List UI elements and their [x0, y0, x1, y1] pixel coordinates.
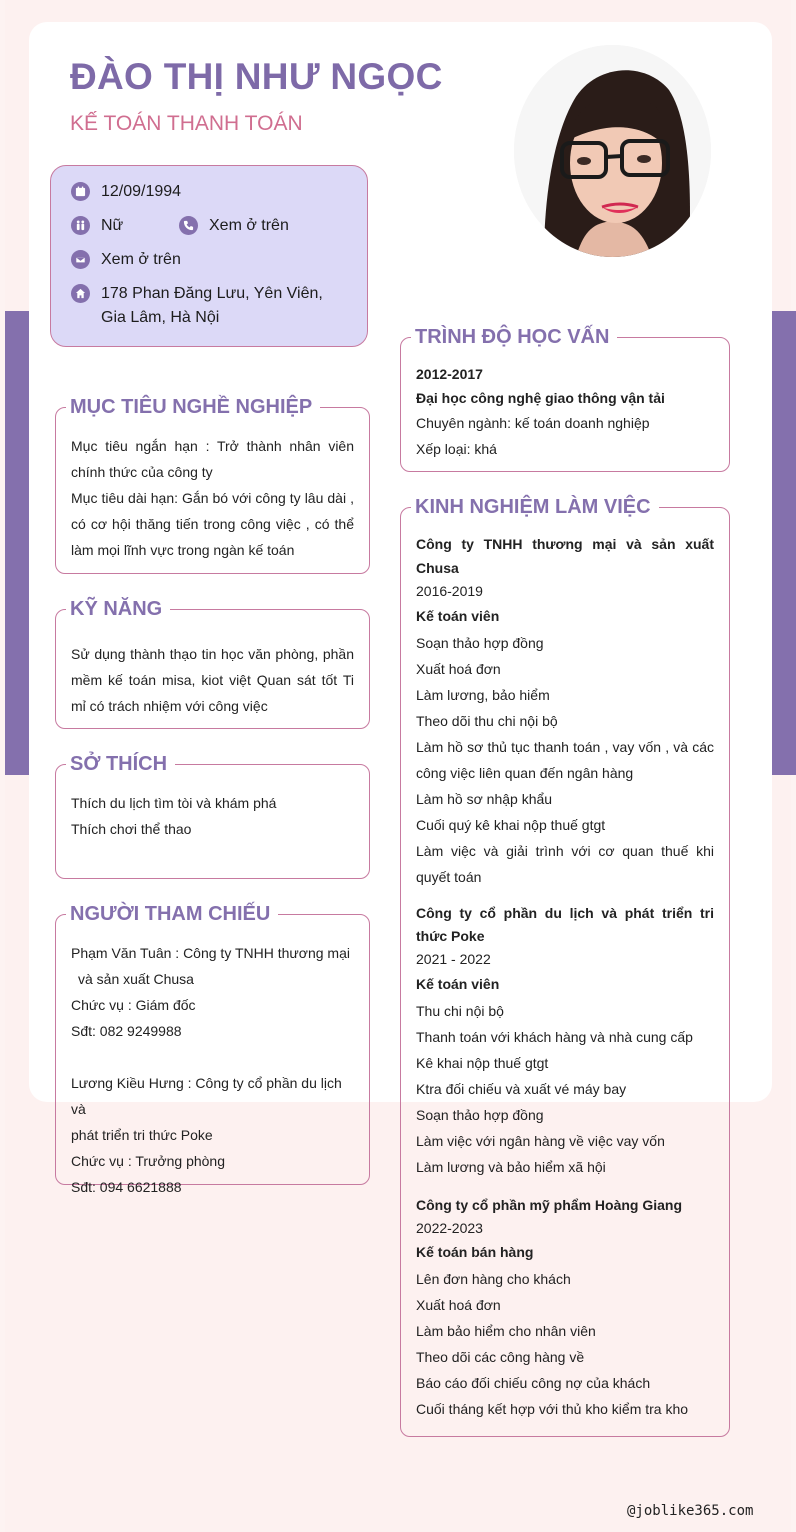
- education-title: TRÌNH ĐỘ HỌC VẤN: [411, 324, 617, 350]
- job-task: Cuối quý kê khai nộp thuế gtgt: [416, 817, 606, 833]
- phone-row: [179, 214, 289, 238]
- calendar-icon: [71, 182, 90, 201]
- hobbies-section: [55, 753, 370, 879]
- left-accent-band: [5, 311, 29, 775]
- home-icon: [71, 284, 90, 303]
- job-task: Xuất hoá đơn: [416, 1297, 501, 1313]
- reference-name: Phạm Văn Tuân : Công ty TNHH thương mại: [71, 945, 350, 961]
- phone-value: Xem ở trên: [209, 217, 289, 234]
- job-task: Theo dõi thu chi nội bộ: [416, 713, 558, 729]
- job-company: Công ty TNHH thương mại và sản xuất Chusa: [416, 536, 714, 576]
- job-period: 2022-2023: [416, 1220, 483, 1236]
- birthday-value: 12/09/1994: [101, 183, 182, 200]
- reference-company: phát triển tri thức Poke: [71, 1127, 213, 1143]
- experience-body: [416, 532, 714, 1422]
- hobbies-list: [71, 790, 354, 842]
- long-term-goal: Mục tiêu dài hạn: Gắn bó với công ty lâu dài , có cơ hội thăng tiến trong công việc , có thể làm mọi lĩnh vực trong ngàn kế toán: [71, 490, 354, 558]
- skills-section: [55, 598, 370, 729]
- candidate-role: KẾ TOÁN THANH TOÁN: [70, 112, 303, 135]
- career-goal-section: [55, 396, 370, 574]
- gender-row: [71, 214, 123, 238]
- job-entry: [416, 532, 714, 890]
- references-section: [55, 903, 370, 1195]
- job-period: 2016-2019: [416, 583, 483, 599]
- job-task: Soạn thảo hợp đồng: [416, 1107, 544, 1123]
- portrait-illustration: [514, 45, 711, 257]
- reference-company: và sản xuất Chusa: [78, 971, 194, 987]
- right-accent-band: [772, 311, 796, 775]
- footer-handle: @joblike365.com: [627, 1503, 754, 1519]
- gender-icon: [71, 216, 90, 235]
- reference-phone: Sđt: 094 6621888: [71, 1179, 182, 1195]
- phone-icon: [179, 216, 198, 235]
- job-task: Làm hồ sơ nhập khẩu: [416, 791, 553, 807]
- education-years: 2012-2017: [416, 366, 483, 382]
- job-role: Kế toán viên: [416, 608, 500, 624]
- job-period: 2021 - 2022: [416, 951, 491, 967]
- job-task: Làm hồ sơ thủ tục thanh toán , vay vốn , và các công việc liên quan đến ngân hàng: [416, 739, 714, 781]
- job-task: Lên đơn hàng cho khách: [416, 1271, 571, 1287]
- experience-title: KINH NGHIỆM LÀM VIỆC: [411, 494, 659, 520]
- profile-photo: [514, 45, 711, 257]
- birthday-row: [71, 180, 181, 204]
- job-task: Cuối tháng kết hợp với thủ kho kiểm tra kho: [416, 1401, 689, 1417]
- job-task: Làm việc và giải trình với cơ quan thuế khi quyết toán: [416, 843, 714, 885]
- career-goal-body: [71, 433, 354, 563]
- job-task: Làm lương, bảo hiểm: [416, 687, 550, 703]
- reference-phone: Sđt: 082 9249988: [71, 1023, 182, 1039]
- job-task: Theo dõi các công hàng về: [416, 1349, 585, 1365]
- job-role: Kế toán bán hàng: [416, 1244, 534, 1260]
- job-task: Báo cáo đối chiếu công nợ của khách: [416, 1375, 651, 1391]
- career-goal-title: MỤC TIÊU NGHỀ NGHIỆP: [66, 394, 320, 420]
- job-task: Soạn thảo hợp đồng: [416, 635, 544, 651]
- job-task: Kê khai nộp thuế gtgt: [416, 1055, 549, 1071]
- job-entry: [416, 902, 714, 1180]
- email-row: [71, 248, 181, 272]
- reference-position: Chức vụ : Giám đốc: [71, 997, 196, 1013]
- job-role: Kế toán viên: [416, 976, 500, 992]
- education-school: Đại học công nghệ giao thông vận tải: [416, 390, 665, 406]
- short-term-goal: Mục tiêu ngắn hạn : Trở thành nhân viên chính thức của công ty: [71, 438, 354, 480]
- experience-section: [400, 496, 730, 1437]
- job-task: Thanh toán với khách hàng và nhà cung cấp: [416, 1029, 693, 1045]
- candidate-name: ĐÀO THỊ NHƯ NGỌC: [70, 56, 443, 97]
- gender-value: Nữ: [101, 217, 124, 234]
- address-value: 178 Phan Đăng Lưu, Yên Viên, Gia Lâm, Hà Nội: [101, 285, 323, 326]
- job-entry: [416, 1193, 714, 1422]
- hobbies-title: SỞ THÍCH: [66, 751, 175, 777]
- education-major: Chuyên ngành: kế toán doanh nghiệp: [416, 415, 650, 431]
- job-company: Công ty cổ phần du lịch và phát triển tri thức Poke: [416, 905, 714, 944]
- mail-icon: [71, 250, 90, 269]
- skills-title: KỸ NĂNG: [66, 596, 170, 622]
- job-task: Làm bảo hiểm cho nhân viên: [416, 1323, 596, 1339]
- references-title: NGƯỜI THAM CHIẾU: [66, 901, 278, 927]
- education-body: [416, 362, 714, 462]
- job-task: Làm việc với ngân hàng về việc vay vốn: [416, 1133, 665, 1149]
- reference-name: Lương Kiều Hưng : Công ty cổ phần du lịch và: [71, 1075, 342, 1117]
- reference-position: Chức vụ : Trưởng phòng: [71, 1153, 225, 1169]
- education-rank: Xếp loại: khá: [416, 441, 497, 457]
- skills-text: Sử dụng thành thạo tin học văn phòng, phần mềm kế toán misa, kiot việt Quan sát tốt Ti mỉ có trách nhiệm với công việc: [71, 646, 354, 714]
- address-row: [71, 282, 351, 330]
- job-task: Xuất hoá đơn: [416, 661, 501, 677]
- hobby-item: Thích du lịch tìm tòi và khám phá: [71, 795, 277, 811]
- job-task: Ktra đối chiếu và xuất vé máy bay: [416, 1081, 627, 1097]
- job-task: Làm lương và bảo hiểm xã hội: [416, 1159, 606, 1175]
- references-body: [71, 940, 354, 1200]
- hobby-item: Thích chơi thể thao: [71, 821, 192, 837]
- job-company: Công ty cổ phần mỹ phẩm Hoàng Giang: [416, 1197, 683, 1213]
- education-section: [400, 326, 730, 472]
- job-task: Thu chi nội bộ: [416, 1003, 504, 1019]
- email-value: Xem ở trên: [101, 251, 181, 268]
